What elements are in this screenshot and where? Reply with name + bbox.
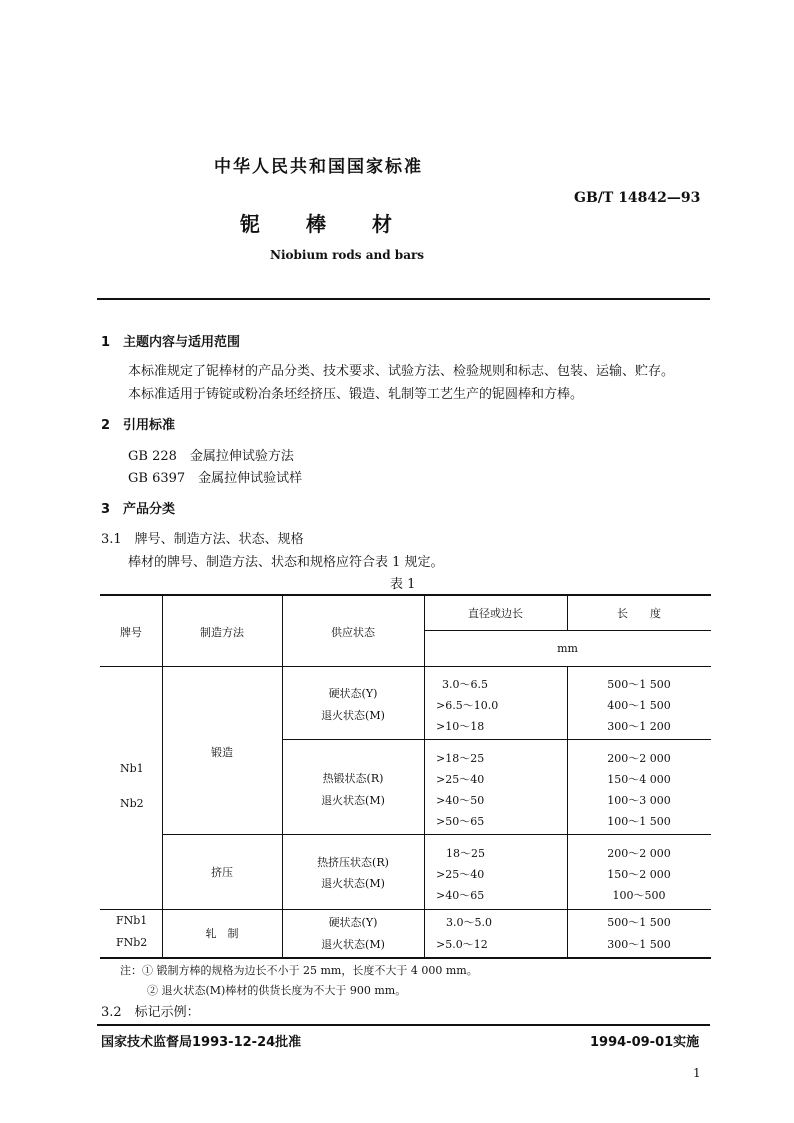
table-note-1: 注：① 锻制方棒的规格为边长不小于 25 mm，长度不大于 4 000 mm。: [120, 964, 478, 977]
length-g3-2: 150～2 000: [607, 868, 671, 881]
state-g4-hard: 硬状态(Y): [328, 916, 378, 929]
diameter-g2-1: >18～25: [436, 752, 485, 765]
section-3-heading: 3 产品分类: [101, 502, 176, 517]
length-g1-3: 300～1 200: [607, 720, 671, 733]
length-g3-1: 200～2 000: [607, 847, 671, 860]
page-number: 1: [693, 1066, 701, 1080]
diameter-g3-1: 18～25: [446, 847, 485, 860]
header-state: 供应状态: [331, 626, 375, 639]
length-g1-1: 500～1 500: [607, 678, 671, 691]
state-g4-annealed: 退火状态(M): [321, 938, 385, 951]
section-3-1-heading: 3.1 牌号、制造方法、状态、规格: [101, 532, 304, 547]
state-g3-annealed: 退火状态(M): [321, 877, 385, 890]
approval-line: 国家技术监督局1993-12-24批准: [101, 1035, 302, 1050]
table-group-3-rule: [100, 909, 711, 910]
section-1-heading: 1 主题内容与适用范围: [101, 335, 241, 350]
length-g2-4: 100～1 500: [607, 815, 671, 828]
section-2-heading: 2 引用标准: [101, 418, 176, 433]
length-g2-3: 100～3 000: [607, 794, 671, 807]
diameter-g4-2: >5.0～12: [436, 938, 488, 951]
table-top-rule: [100, 594, 711, 596]
reference-2: GB 6397 金属拉伸试验试样: [128, 471, 303, 486]
header-grade: 牌号: [120, 626, 142, 639]
reference-1: GB 228 金属拉伸试验方法: [128, 449, 294, 464]
state-g3-hot-extruded: 热挤压状态(R): [317, 856, 389, 869]
state-g1-hard: 硬状态(Y): [328, 687, 378, 700]
section-1-paragraph-1: 本标准规定了铌棒材的产品分类、技术要求、试验方法、检验规则和标志、包装、运输、贮存。: [128, 364, 675, 379]
length-g4-2: 300～1 500: [607, 938, 671, 951]
header-rule: [97, 298, 710, 300]
diameter-g2-4: >50～65: [436, 815, 485, 828]
diameter-g1-1: 3.0～6.5: [442, 678, 488, 691]
table-group-2-rule: [162, 834, 711, 835]
document-title-en: Niobium rods and bars: [270, 248, 425, 262]
diameter-g2-3: >40～50: [436, 794, 485, 807]
diameter-g4-1: 3.0～5.0: [446, 916, 492, 929]
table-bottom-rule: [100, 957, 711, 959]
method-rolling: 轧 制: [205, 927, 239, 940]
implementation-date: 1994-09-01实施: [590, 1035, 700, 1050]
diameter-g1-2: >6.5～10.0: [436, 699, 499, 712]
length-g3-3: 100～500: [612, 889, 666, 902]
length-g2-1: 200～2 000: [607, 752, 671, 765]
diameter-g1-3: >10～18: [436, 720, 485, 733]
header-method: 制造方法: [200, 626, 244, 639]
state-g2-annealed: 退火状态(M): [321, 794, 385, 807]
header-length: 长 度: [617, 607, 661, 620]
method-forging: 锻造: [211, 746, 233, 759]
method-extrusion: 挤压: [211, 866, 233, 879]
length-g2-2: 150～4 000: [607, 773, 671, 786]
national-standard-label: 中华人民共和国国家标准: [214, 157, 423, 177]
section-3-2-heading: 3.2 标记示例：: [101, 1005, 200, 1020]
diameter-g2-2: >25～40: [436, 773, 485, 786]
table-header-bottom-rule: [100, 666, 711, 667]
length-g1-2: 400～1 500: [607, 699, 671, 712]
grade-fnb1: FNb1: [116, 914, 148, 927]
header-diameter: 直径或边长: [468, 607, 523, 620]
document-title: 铌 棒 材: [240, 212, 394, 236]
grade-fnb2: FNb2: [116, 936, 148, 949]
state-g2-hot-forged: 热锻状态(R): [322, 772, 384, 785]
diameter-g3-3: >40～65: [436, 889, 485, 902]
state-g1-annealed: 退火状态(M): [321, 709, 385, 722]
grade-nb1: Nb1: [120, 762, 144, 775]
section-3-1-text: 棒材的牌号、制造方法、状态和规格应符合表 1 规定。: [128, 555, 444, 570]
standard-code: GB/T 14842—93: [574, 190, 701, 206]
table-note-2: ② 退火状态(M)棒材的供货长度为不大于 900 mm。: [147, 984, 407, 997]
length-g4-1: 500～1 500: [607, 916, 671, 929]
section-1-paragraph-2: 本标准适用于铸锭或粉冶条坯经挤压、锻造、轧制等工艺生产的铌圆棒和方棒。: [128, 387, 584, 402]
diameter-g3-2: >25～40: [436, 868, 485, 881]
footer-rule: [97, 1024, 710, 1026]
table-caption: 表 1: [390, 577, 416, 592]
header-unit: mm: [557, 642, 578, 655]
table-col-rule-1: [162, 594, 163, 958]
grade-nb2: Nb2: [120, 797, 144, 810]
table-group-1-rule: [282, 739, 711, 740]
